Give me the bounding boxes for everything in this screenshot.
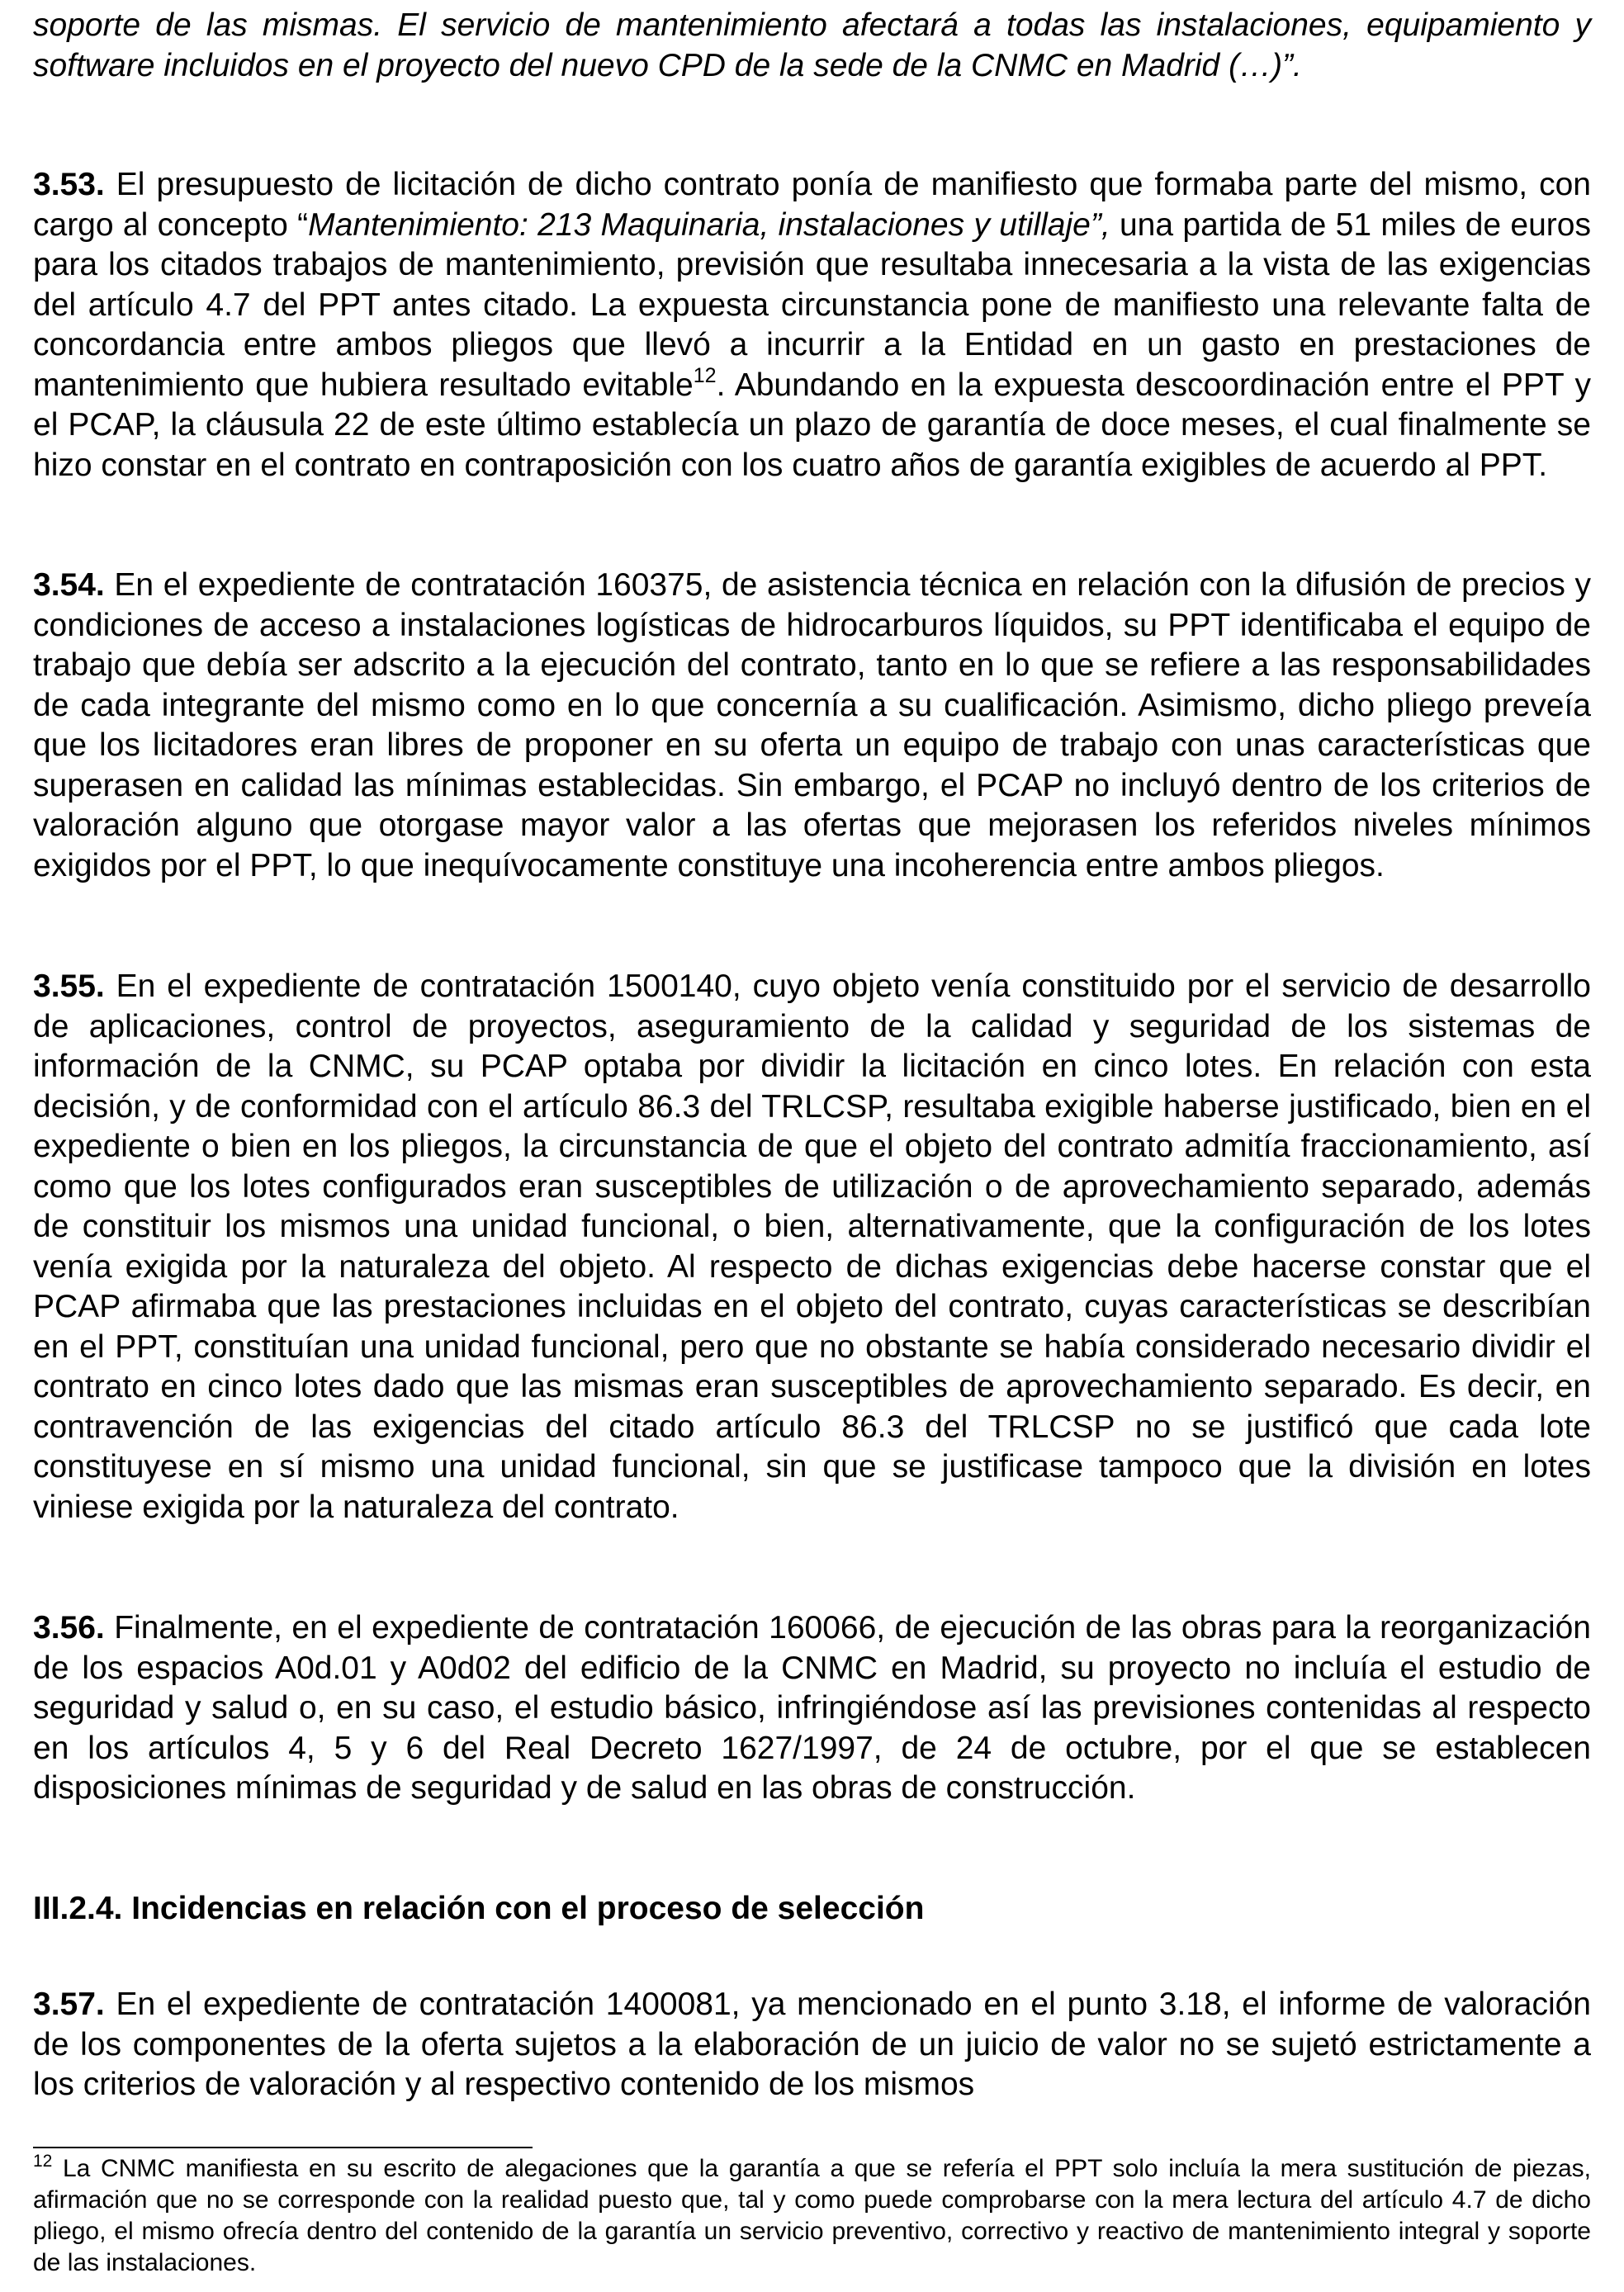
footnote-reference[interactable]: 12 [693, 363, 717, 387]
footnote-12 [33, 2153, 1591, 2279]
paragraph-text: En el expediente de contratación 1500140, cuyo objeto venía constituido por el servicio de desarrollo de aplicaciones, control de proyectos, aseguramiento de la calidad y seguridad de los sistemas de información de la CNMC, su PCAP optaba por dividir la licitación en cinco lotes. En relación con esta decisión, y de conformidad con el artículo 86.3 del TRLCSP, resultaba exigible haberse justificado, bien en el expediente o bien en los pliegos, la circunstancia de que el objeto del contrato admitía fraccionamiento, así como que los lotes configurados eran susceptibles de utilización o de aprovechamiento separado, además de constituir los mismos una unidad funcional, o bien, alternativamente, que la configuración de los lotes venía exigida por la naturaleza del objeto. Al respecto de dichas exigencias debe hacerse constar que el PCAP afirmaba que las prestaciones incluidas en el objeto del contrato, cuyas características se describían en el PPT, constituían una unidad funcional, pero que no obstante se había considerado necesario dividir el contrato en cinco lotes dado que las mismas eran susceptibles de aprovechamiento separado. Es decir, en contravención de las exigencias del citado artículo 86.3 del TRLCSP no se justificó que cada lote constituyese en sí mismo una unidad funcional, sin que se justificase tampoco que la división en lotes viniese exigida por la naturaleza del contrato. [33, 968, 1591, 1525]
paragraph-text: . Abundando en la expuesta descoordinación entre el PPT y el PCAP, la cláusula 22 de este último establecía un plazo de garantía de doce meses, el cual finalmente se hizo constar en el contrato en contraposición con los cuatro años de garantía exigibles de acuerdo al PPT. [33, 367, 1591, 483]
footnote-number: 12 [33, 2152, 53, 2171]
paragraph-3-53 [33, 165, 1591, 485]
paragraph-number: 3.54. [33, 567, 105, 603]
paragraph-number: 3.56. [33, 1610, 105, 1646]
footnote-text: La CNMC manifiesta en su escrito de alegaciones que la garantía a que se refería el PPT solo incluía la mera sustitución de piezas, afirmación que no se corresponde con la realidad puesto que, tal y como puede comprobarse con la mera lectura del artículo 4.7 de dicho pliego, el mismo ofrecía dentro del contenido de la garantía un servicio preventivo, correctivo y reactivo de mantenimiento integral y soporte de las instalaciones. [33, 2155, 1591, 2276]
paragraph-italic-quote: Mantenimiento: 213 Maquinaria, instalaciones y utillaje”, [308, 206, 1110, 243]
paragraph-text: En el expediente de contratación 160375, de asistencia técnica en relación con la difusión de precios y condiciones de acceso a instalaciones logísticas de hidrocarburos líquidos, su PPT identificaba el equipo de trabajo que debía ser adscrito a la ejecución del contrato, tanto en lo que se refiere a las responsabilidades de cada integrante del mismo como en lo que concernía a su cualificación. Asimismo, dicho pliego preveía que los licitadores eran libres de proponer en su oferta un equipo de trabajo con unas características que superasen en calidad las mínimas establecidas. Sin embargo, el PCAP no incluyó dentro de los criterios de valoración alguno que otorgase mayor valor a las ofertas que mejorasen los referidos niveles mínimos exigidos por el PPT, lo que inequívocamente constituye una incoherencia entre ambos pliegos. [33, 567, 1591, 883]
footnote-divider [33, 2147, 533, 2148]
paragraph-text: El presupuesto de licitación de dicho contrato ponía de manifiesto que formaba parte del mismo, con cargo al concepto “ [33, 167, 1591, 243]
paragraph-number: 3.57. [33, 1987, 105, 2022]
paragraph-3-56 [33, 1608, 1591, 1809]
intro-paragraph [33, 6, 1591, 86]
paragraph-number: 3.55. [33, 968, 105, 1004]
paragraph-3-55 [33, 967, 1591, 1527]
paragraph-3-57 [33, 1985, 1591, 2105]
paragraph-number: 3.53. [33, 167, 105, 202]
paragraph-text: En el expediente de contratación 1400081, ya mencionado en el punto 3.18, el informe de valoración de los componentes de la oferta sujetos a la elaboración de un juicio de valor no se sujetó estrictamente a los criterios de valoración y al respectivo contenido de los mismos [33, 1987, 1591, 2102]
section-heading: III.2.4. Incidencias en relación con el proceso de selección [33, 1891, 925, 1926]
paragraph-3-54 [33, 566, 1591, 886]
paragraph-text: Finalmente, en el expediente de contratación 160066, de ejecución de las obras para la reorganización de los espacios A0d.01 y A0d02 del edificio de la CNMC en Madrid, su proyecto no incluía el estudio de seguridad y salud o, en su caso, el estudio básico, infringiéndose así las previsiones contenidas al respecto en los artículos 4, 5 y 6 del Real Decreto 1627/1997, de 24 de octubre, por el que se establecen disposiciones mínimas de seguridad y de salud en las obras de construcción. [33, 1610, 1591, 1806]
intro-quote: soporte de las mismas. El servicio de mantenimiento afectará a todas las instalaciones, equipamiento y software incluidos en el proyecto del nuevo CPD de la sede de la CNMC en Madrid (…)”. [33, 7, 1591, 83]
paragraph-text: una partida de 51 miles de euros para los citados trabajos de mantenimiento, previsión que resultaba innecesaria a la vista de las exigencias del artículo 4.7 del PPT antes citado. La expuesta circunstancia pone de manifiesto una relevante falta de concordancia entre ambos pliegos que llevó a incurrir a la Entidad en un gasto en prestaciones de mantenimiento que hubiera resultado evitable [33, 206, 1591, 403]
